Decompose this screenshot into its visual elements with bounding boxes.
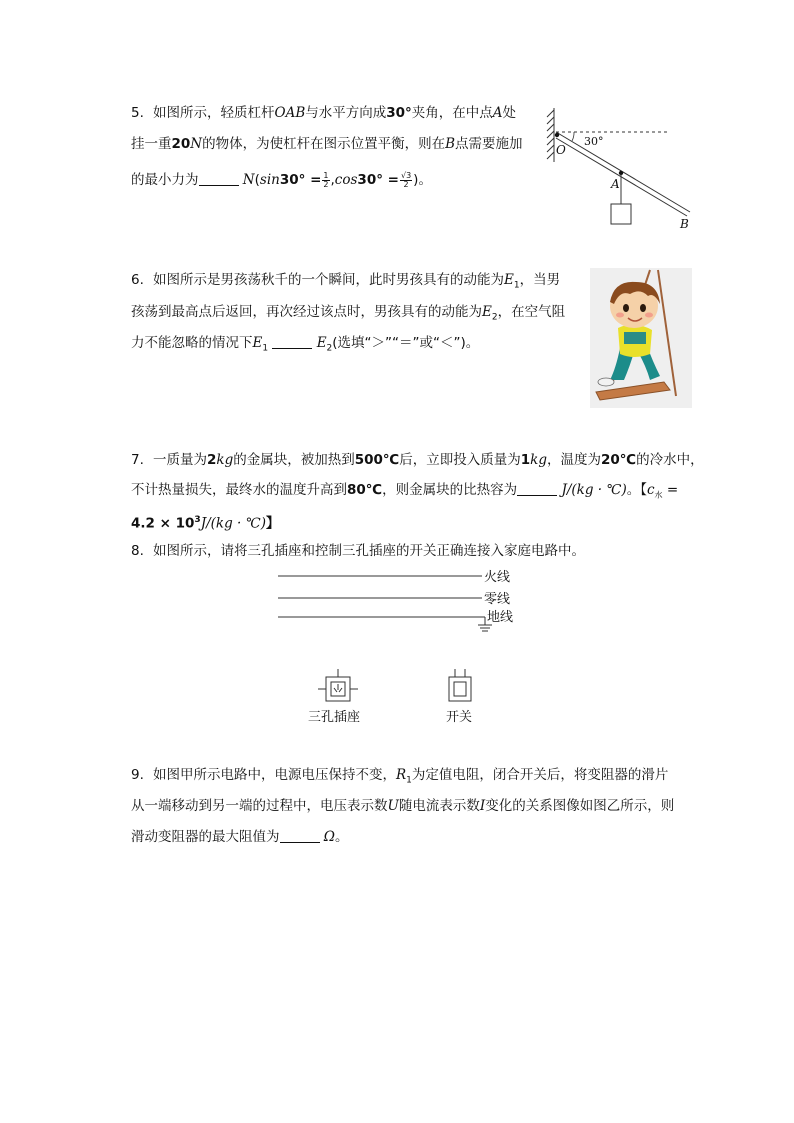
- label-a: A: [611, 177, 620, 191]
- q5-line-3: 的最小力为 N(sin30° = $\frac{1}{2}$ ,cos30° = $\frac{√3}{2}$ )。: [131, 170, 432, 189]
- q6-line-1: 6. 如图所示是男孩荡秋千的一个瞬间，此时男孩具有的动能为$E_1$，当男: [131, 272, 561, 291]
- q5-answer-blank[interactable]: [199, 171, 239, 186]
- q7-line-2: 不计热量损失，最终水的温度升高到80℃，则金属块的比热容为 J/(kg · ℃)。【$c_水$ =: [131, 482, 679, 500]
- angle-arc: [572, 132, 574, 141]
- q5-fraction-half: $\frac{1}{2}$: [323, 170, 329, 189]
- q8-line-1: 8. 如图所示，请将三孔插座和控制三孔插座的开关正确连接入家庭电路中。: [131, 543, 585, 559]
- q9-line-1: 9. 如图甲所示电路中，电源电压保持不变，$R_1$为定值电阻，闭合开关后，将变阻器的滑片: [131, 767, 669, 786]
- q7-number: 7.: [131, 452, 144, 468]
- pivot-o: [555, 133, 559, 137]
- ground-wire-label: 地线: [487, 610, 514, 625]
- label-angle: 30°: [584, 135, 604, 148]
- q6-boy-on-swing-illustration: [590, 268, 692, 408]
- label-o: O: [556, 143, 566, 157]
- q7-answer-blank[interactable]: [517, 481, 557, 496]
- q8-circuit-figure: [270, 565, 530, 730]
- switch-label: 开关: [446, 710, 473, 725]
- q9-line-2: 从一端移动到另一端的过程中，电压表示数U随电流表示数I变化的关系图像如图乙所示，则: [131, 798, 675, 814]
- q9-line-3: 滑动变阻器的最大阻值为 Ω。: [131, 829, 349, 845]
- hanging-weight: [611, 204, 631, 224]
- q5-lever-figure: [540, 100, 700, 235]
- q5-number: 5.: [131, 105, 144, 121]
- live-wire-label: 火线: [484, 570, 511, 585]
- label-b: B: [680, 217, 689, 231]
- q6-line-3: 力不能忽略的情况下$E_1$ $E_2$(选填“＞”“＝”或“＜”)。: [131, 335, 480, 354]
- switch[interactable]: [449, 669, 471, 701]
- q9-answer-blank[interactable]: [280, 828, 320, 843]
- q6-answer-blank[interactable]: [272, 334, 312, 349]
- q7-line-3: $4.2 \times 10^3J/(kg$ · ℃)】: [131, 515, 280, 532]
- q9-number: 9.: [131, 767, 144, 783]
- q6-number: 6.: [131, 272, 144, 288]
- lever-oab: [556, 132, 690, 216]
- three-hole-socket[interactable]: [318, 669, 358, 701]
- wall-hatch: [547, 108, 554, 162]
- q5-fraction-root3: $\frac{√3}{2}$: [400, 170, 412, 189]
- socket-label: 三孔插座: [308, 710, 361, 725]
- q7-line-1: 7. 一质量为2kg的金属块，被加热到500℃后，立即投入质量为1kg，温度为20℃的冷水中，: [131, 452, 704, 468]
- q5-line-1: 5. 如图所示，轻质杠杆OAB与水平方向成30°夹角，在中点A处: [131, 105, 517, 121]
- q8-number: 8.: [131, 543, 144, 559]
- neutral-wire-label: 零线: [484, 592, 511, 607]
- q6-line-2: 孩荡到最高点后返回，再次经过该点时，男孩具有的动能为$E_2$，在空气阻: [131, 304, 566, 323]
- q5-line-2: 挂一重20N的物体，为使杠杆在图示位置平衡，则在B点需要施加: [131, 136, 523, 152]
